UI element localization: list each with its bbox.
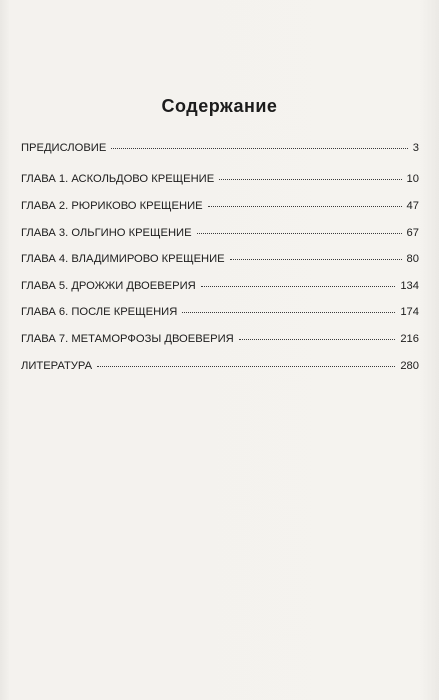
dot-leader <box>230 258 402 260</box>
toc-entry-title: ПРЕДИСЛОВИЕ <box>21 142 107 154</box>
toc-entry-title: ГЛАВА 3. ОЛЬГИНО КРЕЩЕНИЕ <box>21 227 192 239</box>
toc-entry <box>21 306 419 322</box>
toc-entry <box>21 360 419 376</box>
toc-entry-title: ЛИТЕРАТУРА <box>21 360 93 372</box>
toc-entry <box>21 253 419 269</box>
dot-leader <box>197 232 402 234</box>
toc-entry-page: 80 <box>406 253 419 265</box>
toc-entry <box>21 173 419 189</box>
toc-entry-page: 174 <box>400 306 419 318</box>
toc-entry-page: 10 <box>406 173 419 185</box>
toc-entry <box>21 227 419 243</box>
dot-leader <box>111 147 407 149</box>
toc-entry-page: 280 <box>400 360 419 372</box>
toc-entry-title: ГЛАВА 4. ВЛАДИМИРОВО КРЕЩЕНИЕ <box>21 253 225 265</box>
toc-entry <box>21 142 419 158</box>
toc-entry-title: ГЛАВА 6. ПОСЛЕ КРЕЩЕНИЯ <box>21 306 178 318</box>
page-title: Содержание <box>161 96 278 116</box>
toc-entry-page: 47 <box>406 200 419 212</box>
toc-entry-page: 67 <box>406 227 419 239</box>
toc-entry-title: ГЛАВА 5. ДРОЖЖИ ДВОЕВЕРИЯ <box>21 280 196 292</box>
toc-entry-page: 134 <box>400 280 419 292</box>
toc-entry-page: 3 <box>412 142 419 154</box>
toc-entry-page: 216 <box>400 333 419 345</box>
dot-leader <box>239 338 396 340</box>
toc-entry <box>21 200 419 216</box>
dot-leader <box>182 311 395 313</box>
toc-entry <box>21 333 419 349</box>
dot-leader <box>201 285 396 287</box>
dot-leader <box>219 178 401 180</box>
toc-entry-title: ГЛАВА 7. МЕТАМОРФОЗЫ ДВОЕВЕРИЯ <box>21 333 234 345</box>
toc-entry <box>21 280 419 296</box>
dot-leader <box>208 205 402 207</box>
toc-entry-title: ГЛАВА 1. АСКОЛЬДОВО КРЕЩЕНИЕ <box>21 173 215 185</box>
toc-entry-title: ГЛАВА 2. РЮРИКОВО КРЕЩЕНИЕ <box>21 200 203 212</box>
dot-leader <box>97 365 395 367</box>
